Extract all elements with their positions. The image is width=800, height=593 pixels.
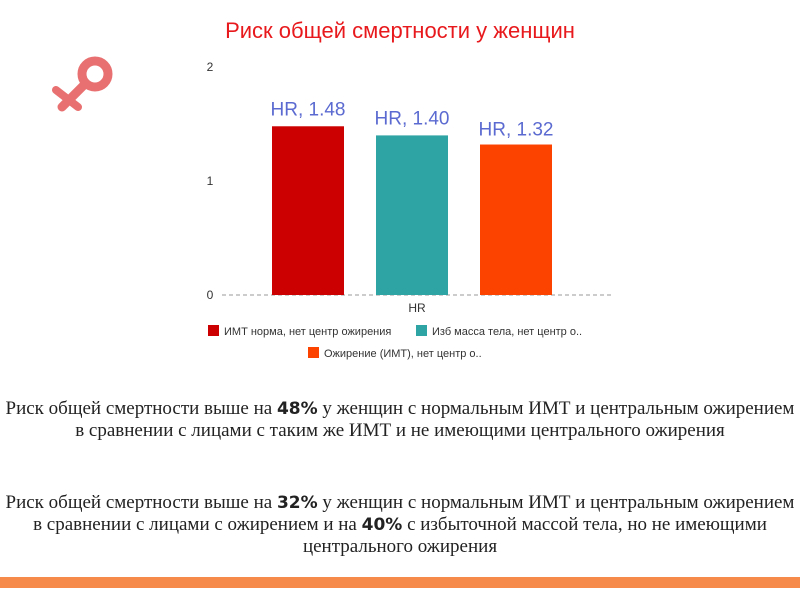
paragraph-1 <box>0 398 800 442</box>
legend-swatch-3 <box>308 347 319 358</box>
bottom-accent-bar <box>0 577 800 588</box>
bars <box>272 126 552 295</box>
bar-1 <box>272 126 344 295</box>
bar-2 <box>376 135 448 295</box>
p2-text-c: у женщин с нормальным ИМТ и центральным ожирением в сравнении с лицами с ожирением и на <box>33 492 795 535</box>
legend-label-3: Ожирение (ИМТ), нет центр о.. <box>324 348 482 360</box>
legend-swatch-1 <box>208 325 219 336</box>
y-tick-label-0: 0 <box>206 288 214 302</box>
legend-swatch-2 <box>416 325 427 336</box>
paragraph-2 <box>0 492 800 558</box>
data-label-2: HR, 1.40 <box>374 108 450 130</box>
data-label-3: HR, 1.32 <box>478 119 554 141</box>
y-axis-ticks <box>207 60 214 302</box>
p1-highlight: 48% <box>276 399 318 419</box>
p1-text-a: Риск общей смертности выше на <box>5 398 277 419</box>
p2-text-a: Риск общей смертности выше на <box>5 492 277 513</box>
x-category-label: HR <box>408 301 426 315</box>
data-label-1: HR, 1.48 <box>270 99 346 121</box>
y-tick-label-1: 1 <box>206 174 214 188</box>
slide-title: Риск общей смертности у женщин <box>225 18 575 43</box>
legend-label-2: Изб масса тела, нет центр о.. <box>432 326 583 338</box>
bar-3 <box>480 145 552 295</box>
legend <box>208 325 582 360</box>
p2-highlight-2: 40% <box>361 515 403 535</box>
legend-label-1: ИМТ норма, нет центр ожирения <box>224 326 392 338</box>
p2-highlight-1: 32% <box>276 493 318 513</box>
p2-text-e: с избыточной массой тела, но не имеющими центрального ожирения <box>302 514 767 557</box>
y-tick-label-2: 2 <box>206 60 214 74</box>
p1-text-c: у женщин с нормальным ИМТ и центральным ожирением в сравнении с лицами с таким же ИМТ и не имеющими центрального ожирения <box>75 398 795 441</box>
